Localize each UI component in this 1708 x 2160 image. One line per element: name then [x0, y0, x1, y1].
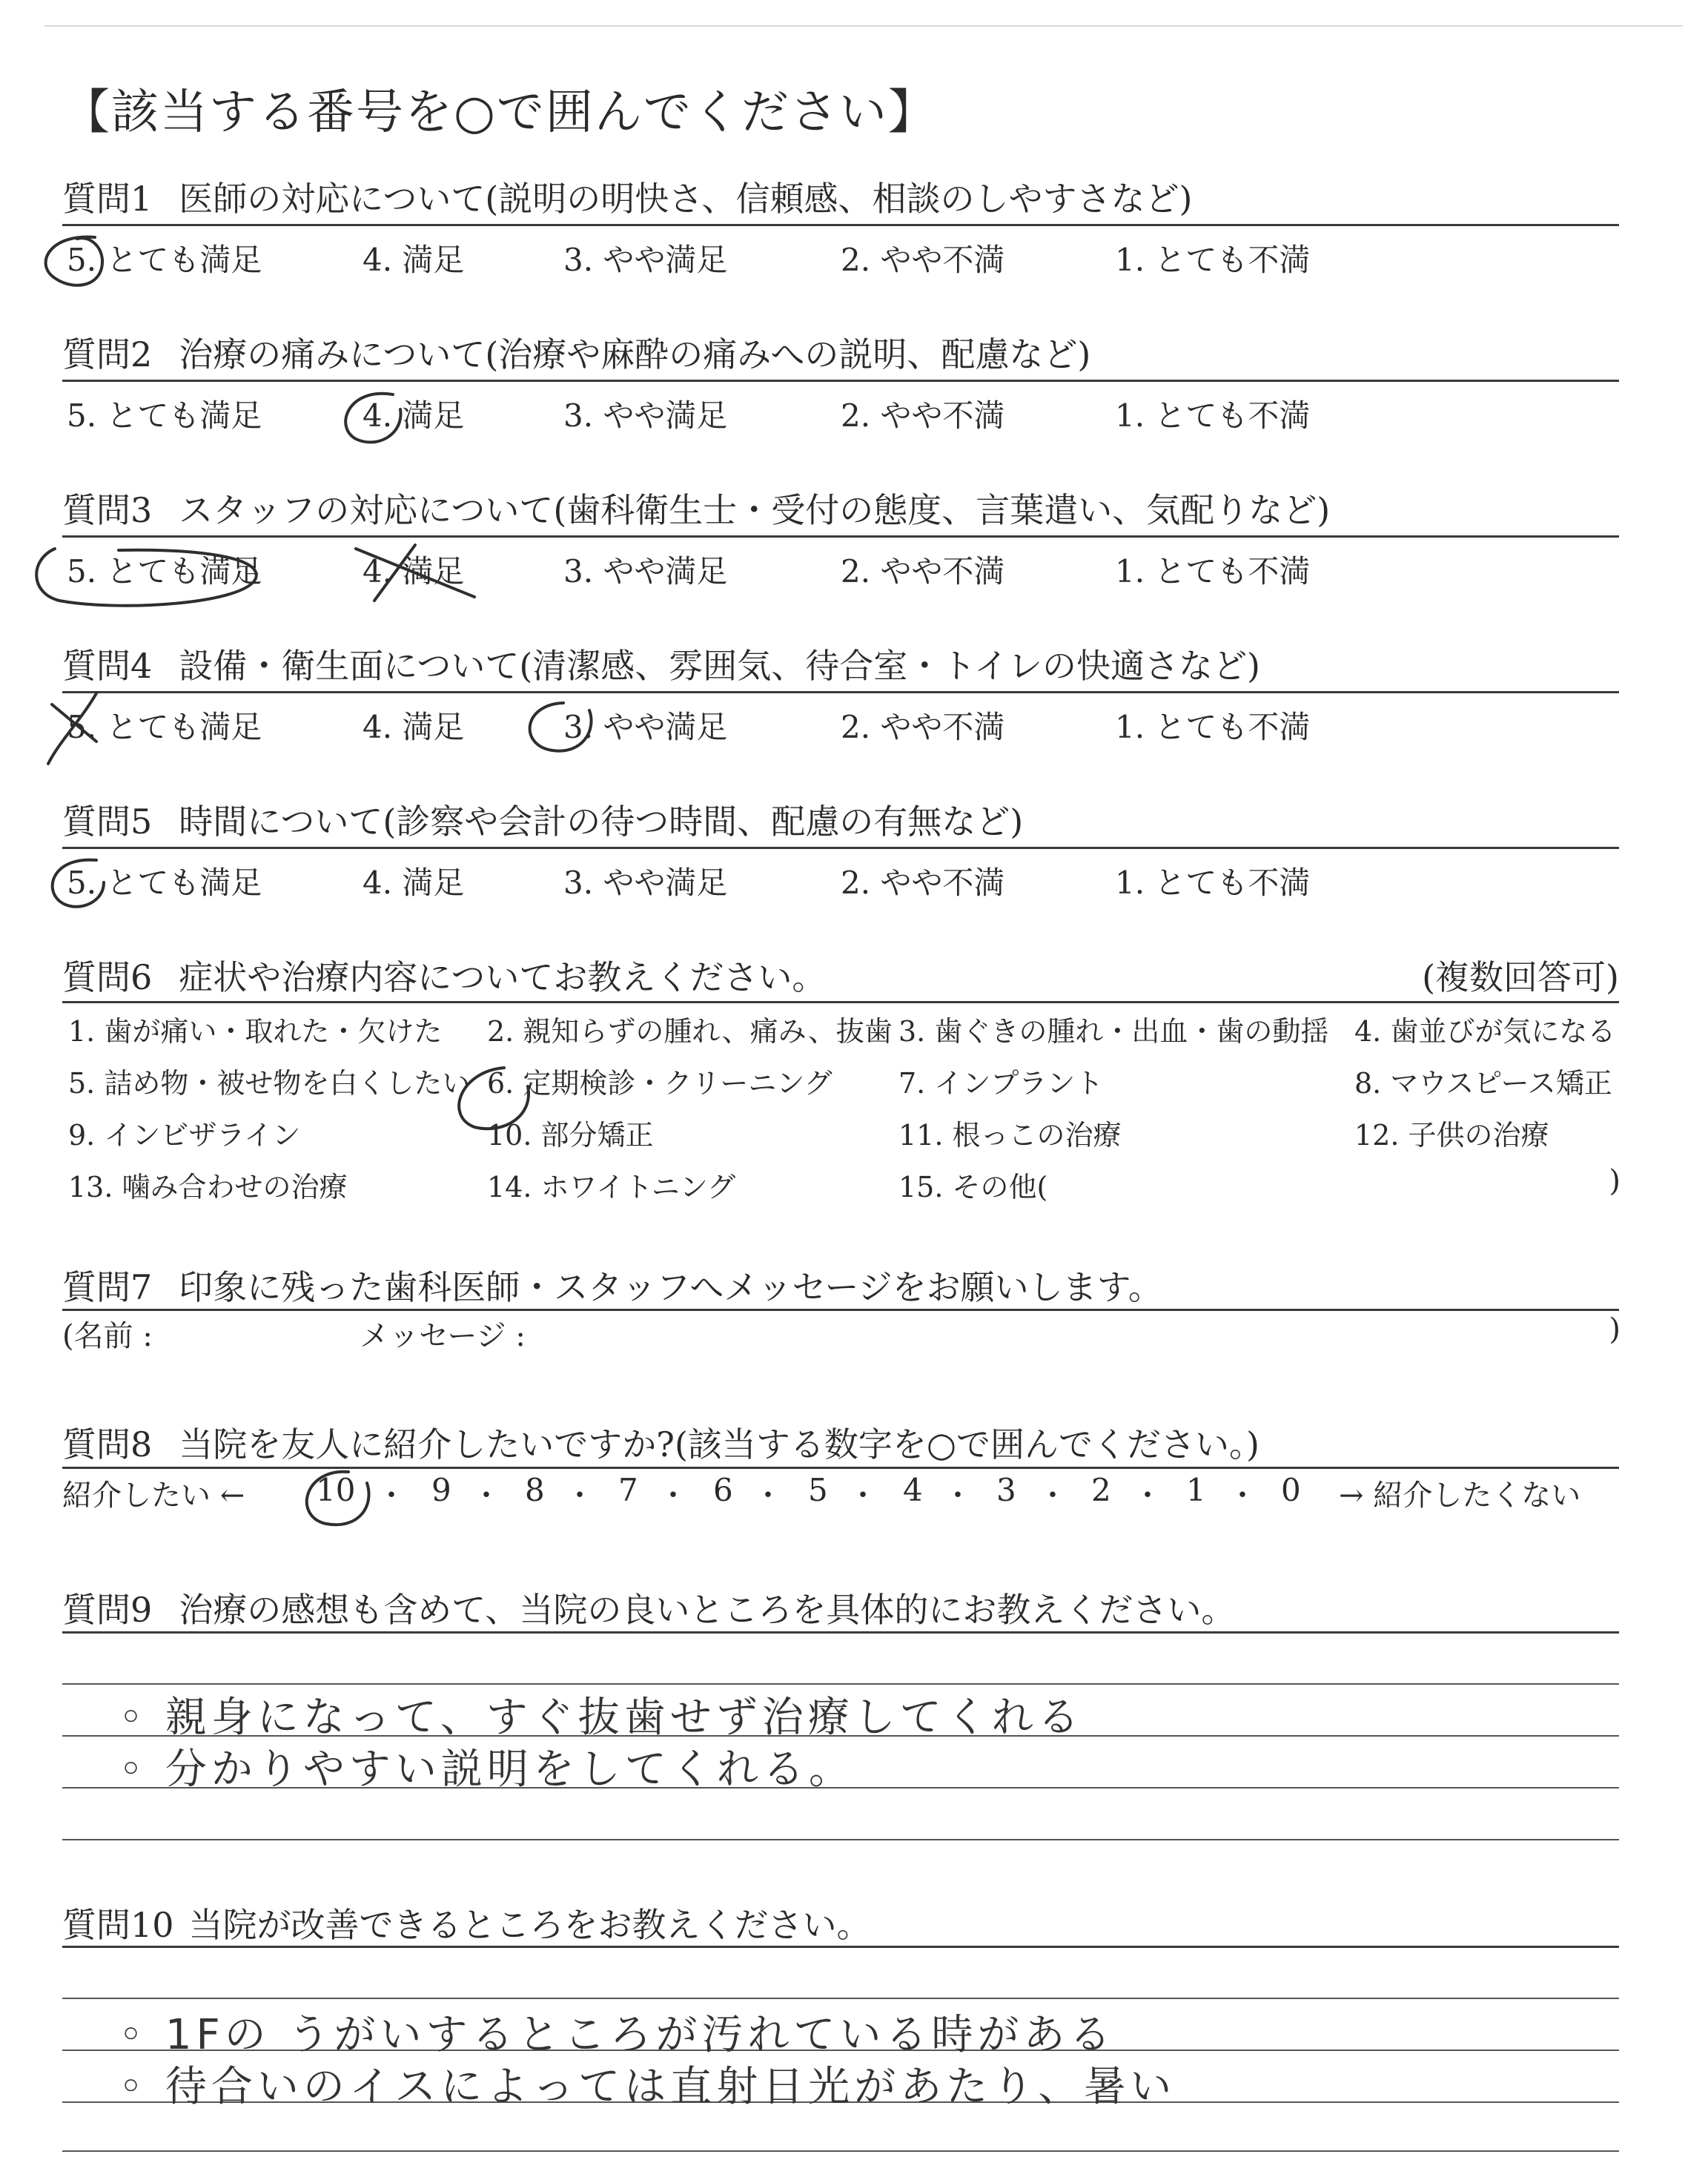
question-8 — [62, 1418, 1260, 1467]
question-7-text: 印象に残った歯科医師・スタッフへメッセージをお願いします。 — [179, 1267, 1162, 1307]
question-10-rule — [62, 1946, 1619, 1948]
question-3-options — [62, 547, 1323, 592]
scale-10[interactable]: 10 — [316, 1472, 356, 1508]
option-5[interactable]: 5. とても満足 — [67, 397, 262, 434]
option-1[interactable]: 1. とても不満 — [1115, 553, 1311, 589]
scale-separator: ・ — [1228, 1479, 1257, 1513]
q6-item-11[interactable]: 11. 根っこの治療 — [898, 1119, 1122, 1152]
q9-handwritten-answer-2: ◦ 分かりやすい説明をしてくれる。 — [119, 1745, 855, 1794]
scale-separator: ・ — [658, 1479, 688, 1513]
question-7-label: 質問7 — [62, 1267, 153, 1307]
question-3 — [62, 483, 1330, 532]
q7-name-label: (名前 : — [62, 1319, 153, 1353]
question-5-text: 時間について(診察や会計の待つ時間、配慮の有無など) — [179, 802, 1024, 842]
scale-separator: ・ — [753, 1479, 783, 1513]
option-4[interactable]: 4. 満足 — [363, 709, 465, 745]
q6-item-13[interactable]: 13. 噛み合わせの治療 — [68, 1171, 348, 1203]
option-2[interactable]: 2. やや不満 — [841, 397, 1005, 434]
scale-separator: ・ — [943, 1479, 973, 1513]
q6-item-6[interactable]: 6. 定期検診・クリーニング — [487, 1067, 833, 1100]
q6-item-12[interactable]: 12. 子供の治療 — [1354, 1119, 1549, 1152]
option-5[interactable]: 5. とても満足 — [67, 242, 262, 278]
recommend-label: 紹介したい ← — [62, 1479, 245, 1513]
scale-7[interactable]: 7 — [618, 1472, 638, 1508]
option-4[interactable]: 4. 満足 — [363, 865, 465, 901]
question-5-rule — [62, 847, 1619, 849]
question-9-label: 質問9 — [62, 1590, 153, 1630]
option-2[interactable]: 2. やや不満 — [841, 553, 1005, 589]
scale-separator: ・ — [1133, 1479, 1162, 1513]
option-3[interactable]: 3. やや満足 — [563, 553, 728, 589]
question-8-label: 質問8 — [62, 1424, 153, 1464]
question-5-label: 質問5 — [62, 802, 153, 842]
top-border — [44, 25, 1683, 27]
q6-other-close-paren: ) — [1609, 1164, 1621, 1198]
scale-3[interactable]: 3 — [996, 1472, 1016, 1508]
scale-6[interactable]: 6 — [713, 1472, 733, 1508]
question-1-text: 医師の対応について(説明の明快さ、信頼感、相談のしやすさなど) — [179, 179, 1193, 219]
question-6-text: 症状や治療内容についてお教えください。 — [179, 957, 827, 997]
q6-item-9[interactable]: 9. インビザライン — [68, 1119, 301, 1152]
question-10-text: 当院が改善できるところをお教えください。 — [188, 1905, 871, 1945]
option-2[interactable]: 2. やや不満 — [841, 242, 1005, 278]
question-3-text: スタッフの対応について(歯科衛生士・受付の態度、言葉遣い、気配りなど) — [179, 490, 1331, 530]
q7-message-label: メッセージ : — [360, 1319, 526, 1353]
question-9-rule — [62, 1631, 1619, 1634]
question-4-text: 設備・衛生面について(清潔感、雰囲気、待合室・トイレの快適さなど) — [179, 646, 1260, 686]
q6-item-1[interactable]: 1. 歯が痛い・取れた・欠けた — [68, 1015, 443, 1048]
q10-handwritten-answer-2: ◦ 待合いのイスによっては直射日光があたり、暑い — [119, 2063, 1176, 2111]
answer-line — [62, 1998, 1619, 1999]
question-9-text: 治療の感想も含めて、当院の良いところを具体的にお教えください。 — [179, 1590, 1236, 1630]
q7-close-paren: ) — [1609, 1312, 1621, 1347]
question-9 — [62, 1583, 1235, 1632]
question-2-rule — [62, 380, 1619, 382]
option-1[interactable]: 1. とても不満 — [1115, 397, 1311, 434]
option-5[interactable]: 5. とても満足 — [67, 709, 262, 745]
scale-1[interactable]: 1 — [1186, 1472, 1206, 1508]
option-4[interactable]: 4. 満足 — [363, 553, 465, 589]
scale-8[interactable]: 8 — [525, 1472, 545, 1508]
scale-4[interactable]: 4 — [903, 1472, 923, 1508]
question-6-items — [68, 1008, 1625, 1231]
option-5[interactable]: 5. とても満足 — [67, 865, 262, 901]
scale-separator: ・ — [471, 1479, 501, 1513]
option-2[interactable]: 2. やや不満 — [841, 865, 1005, 901]
question-8-text: 当院を友人に紹介したいですか?(該当する数字を○で囲んでください。) — [179, 1424, 1260, 1464]
question-4-options — [62, 703, 1323, 747]
q6-item-3[interactable]: 3. 歯ぐきの腫れ・出血・歯の動揺 — [898, 1015, 1329, 1048]
q6-item-10[interactable]: 10. 部分矯正 — [487, 1119, 654, 1152]
question-10-label: 質問10 — [62, 1905, 174, 1945]
question-2-label: 質問2 — [62, 334, 153, 374]
page-heading: 【該当する番号を○で囲んでください】 — [62, 85, 937, 140]
scale-separator: ・ — [1038, 1479, 1068, 1513]
q6-item-14[interactable]: 14. ホワイトニング — [487, 1171, 736, 1203]
question-1-rule — [62, 224, 1619, 226]
question-6-label: 質問6 — [62, 957, 153, 997]
q6-item-5[interactable]: 5. 詰め物・被せ物を白くしたい — [68, 1067, 471, 1100]
question-5-options — [62, 859, 1323, 903]
question-1-options — [62, 236, 1323, 280]
question-1 — [62, 172, 1192, 221]
multiple-answers-note: (複数回答可) — [1422, 957, 1619, 997]
option-4[interactable]: 4. 満足 — [363, 242, 465, 278]
option-2[interactable]: 2. やや不満 — [841, 709, 1005, 745]
question-5 — [62, 795, 1023, 844]
scale-5[interactable]: 5 — [808, 1472, 828, 1508]
question-2 — [62, 328, 1090, 377]
q6-item-7[interactable]: 7. インプラント — [898, 1067, 1104, 1100]
question-4-label: 質問4 — [62, 646, 153, 686]
option-4[interactable]: 4. 満足 — [363, 397, 465, 434]
question-10 — [62, 1898, 871, 1947]
scale-0[interactable]: 0 — [1281, 1472, 1301, 1508]
answer-line — [62, 2150, 1619, 2152]
option-3[interactable]: 3. やや満足 — [563, 242, 728, 278]
question-6 — [62, 951, 826, 1000]
question-8-rule — [62, 1467, 1619, 1469]
not-recommend-label: → 紹介したくない — [1339, 1479, 1581, 1513]
q10-handwritten-answer-1: ◦ 1Fの うがいするところが汚れている時がある — [119, 2011, 1116, 2059]
question-3-label: 質問3 — [62, 490, 153, 530]
question-6-rule — [62, 1001, 1619, 1003]
answer-line — [62, 1839, 1619, 1840]
q6-item-2[interactable]: 2. 親知らずの腫れ、痛み、抜歯 — [487, 1015, 893, 1048]
question-2-options — [62, 392, 1323, 436]
q6-item-4[interactable]: 4. 歯並びが気になる — [1354, 1015, 1616, 1048]
option-3[interactable]: 3. やや満足 — [563, 709, 728, 745]
question-1-label: 質問1 — [62, 179, 153, 219]
question-4-rule — [62, 691, 1619, 693]
question-3-rule — [62, 535, 1619, 538]
question-7-rule — [62, 1309, 1619, 1311]
option-3[interactable]: 3. やや満足 — [563, 397, 728, 434]
option-5[interactable]: 5. とても満足 — [67, 553, 262, 589]
option-1[interactable]: 1. とても不満 — [1115, 865, 1311, 901]
option-1[interactable]: 1. とても不満 — [1115, 242, 1311, 278]
q6-item-8[interactable]: 8. マウスピース矯正 — [1354, 1067, 1612, 1100]
scale-separator: ・ — [377, 1479, 406, 1513]
question-2-text: 治療の痛みについて(治療や麻酔の痛みへの説明、配慮など) — [179, 334, 1091, 374]
scale-separator: ・ — [565, 1479, 595, 1513]
question-7 — [62, 1261, 1162, 1309]
scale-9[interactable]: 9 — [431, 1472, 451, 1508]
option-3[interactable]: 3. やや満足 — [563, 865, 728, 901]
q9-handwritten-answer-1: ◦ 親身になって、すぐ抜歯せず治療してくれる — [119, 1694, 1084, 1742]
option-1[interactable]: 1. とても不満 — [1115, 709, 1311, 745]
scale-separator: ・ — [848, 1479, 878, 1513]
q6-item-15[interactable]: 15. その他( — [898, 1171, 1048, 1203]
question-4 — [62, 639, 1260, 688]
scale-2[interactable]: 2 — [1091, 1472, 1111, 1508]
